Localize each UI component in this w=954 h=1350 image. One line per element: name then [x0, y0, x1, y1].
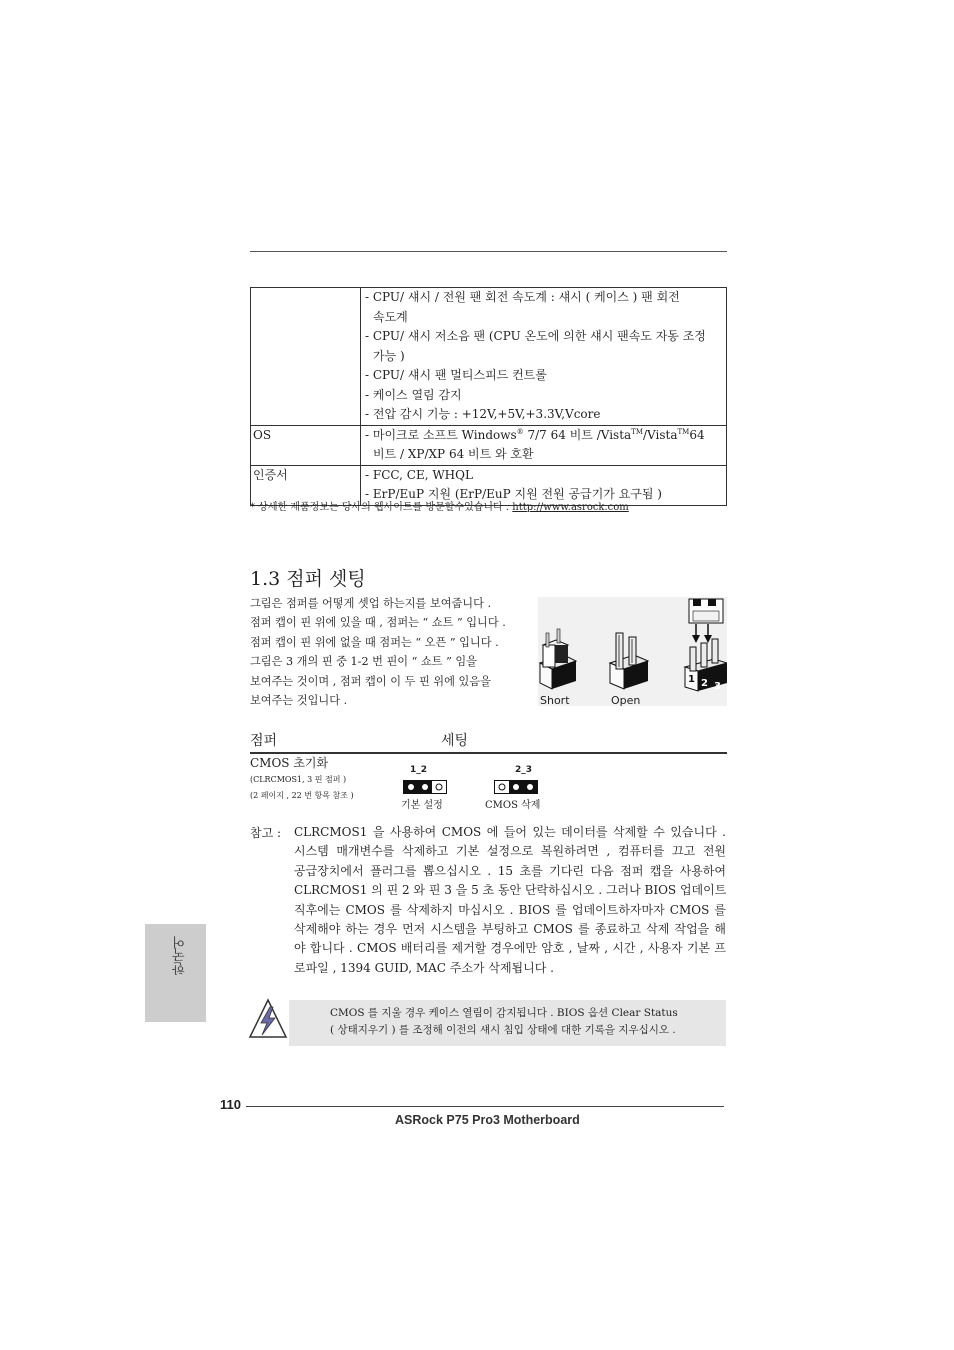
spec-line: 속도계 — [373, 309, 408, 324]
setting-1-2-label: 1_2 — [410, 765, 428, 775]
col-jumper: 점퍼 — [250, 733, 278, 749]
spec-line: - CPU/ 섀시 저소음 팬 (CPU 온도에 의한 섀시 팬속도 자동 조정 — [365, 329, 706, 343]
cmos-clear-title: CMOS 초기화 — [250, 756, 329, 770]
cmos-clear-sub2: (2 페이지 , 22 번 항목 참조 ) — [250, 791, 354, 800]
setting-2-3-label: 2_3 — [515, 765, 533, 775]
spec-line: - CPU/ 섀시 팬 멀티스피드 컨트롤 — [365, 368, 547, 382]
col-setting: 세팅 — [441, 733, 469, 749]
warning-icon — [248, 997, 288, 1045]
spec-label — [251, 288, 361, 426]
pin-label-1: 1 — [688, 674, 695, 685]
spec-line: - 케이스 열림 감지 — [365, 387, 462, 402]
spec-line: 비트 / XP/XP 64 비트 와 호환 — [373, 447, 534, 461]
spec-line-os: - 마이크로 소프트 Windows® 7/7 64 비트 /Vista™/Vista™64 — [365, 427, 705, 442]
pin-label-3: 3 — [714, 681, 721, 692]
footer-rule — [246, 1106, 724, 1107]
spec-label: OS — [251, 425, 361, 465]
note-label: 참고 : — [250, 826, 282, 840]
spec-line: - 전압 감시 기능 : +12V,+5V,+3.3V,Vcore — [365, 407, 601, 421]
spec-label: 인증서 — [251, 465, 361, 505]
spec-row-monitor — [251, 288, 727, 426]
product-name: ASRock P75 Pro3 Motherboard — [395, 1113, 580, 1127]
jumper-diagram — [538, 597, 727, 706]
footnote: * 상세한 제품정보는 당사의 웹사이트를 방문할수있습니다 . http://www.asrock.com — [250, 502, 629, 513]
top-rule — [250, 251, 727, 252]
warning-text: CMOS 를 지울 경우 케이스 열림이 감지됩니다 . BIOS 옵션 Clear Status ( 상태지우기 ) 를 조정해 이전의 섀시 침입 상태에 대한 기록을 지우십시오 . — [330, 1007, 678, 1036]
setting-1-2-caption: 기본 설정 — [401, 800, 443, 811]
section-title: 1.3 점퍼 셋팅 — [250, 568, 366, 590]
spec-table — [250, 287, 727, 506]
spec-line: - FCC, CE, WHQL — [365, 467, 473, 482]
pin-label-2: 2 — [701, 678, 708, 689]
website-link[interactable]: http://www.asrock.com — [512, 502, 629, 513]
short-jumper-icon — [540, 629, 576, 689]
language-tab-label: 한국어 — [173, 936, 188, 975]
spec-line: - CPU/ 섀시 / 전원 팬 회전 속도계 : 섀시 ( 케이스 ) 팬 회전 — [365, 290, 680, 304]
three-pin-jumper-icon — [685, 599, 727, 692]
cmos-clear-sub1: (CLRCMOS1, 3 핀 점퍼 ) — [250, 775, 347, 784]
page-number: 110 — [220, 1097, 241, 1112]
open-jumper-icon — [610, 633, 648, 689]
spec-line: - ErP/EuP 지원 (ErP/EuP 지원 전원 공급기가 요구됨 ) — [365, 487, 662, 501]
jumper-table-header — [250, 728, 727, 754]
open-label: Open — [611, 694, 641, 706]
short-label: Short — [540, 694, 570, 706]
spec-row-os — [251, 425, 727, 465]
intro-text: 그림은 점퍼를 어떻게 셋업 하는지를 보여줍니다 . 점퍼 캡이 핀 위에 있을 때 , 점퍼는 “ 쇼트 ” 입니다 . 점퍼 캡이 핀 위에 없을 때 점퍼는 “ 오픈 ” 입니다 . 그림은 3 개의 핀 중 1-2 번 핀이 “ 쇼트 ” 임을 보여주는 것이며 , 점퍼 캡이 이 두 핀 위에 있음을 보여주는 것입니다 . — [250, 597, 506, 708]
note-text: CLRCMOS1 을 사용하여 CMOS 에 들어 있는 데이터를 삭제할 수 있습니다 . 시스템 매개변수를 삭제하고 기본 설정으로 복원하려면 , 컴퓨터를 끄고 전원 공급장치에서 플러그를 뽑으십시오 . 15 초를 기다린 다음 점퍼 캡을 사용하여 CLRCMOS1 의 핀 2 와 핀 3 을 5 초 동안 단락하십시오 . 그러나 BIOS 업데이트 직후에는 CMOS 를 삭제하지 마십시오 . BIOS 를 업데이트하자마자 CMOS 를 삭제해야 하는 경우 먼저 시스템을 부팅하고 CMOS 를 종료하고 삭제 작업을 해 야 합니다 . CMOS 배터리를 제거할 경우에만 암호 , 날짜 , 시간 , 사용자 기본 프 로파일 , 1394 GUID, MAC 주소가 삭제됩니다 . — [294, 825, 727, 975]
language-side-tab — [145, 924, 206, 1022]
setting-2-3-caption: CMOS 삭제 — [485, 800, 541, 811]
spec-line: 가능 ) — [373, 348, 405, 363]
